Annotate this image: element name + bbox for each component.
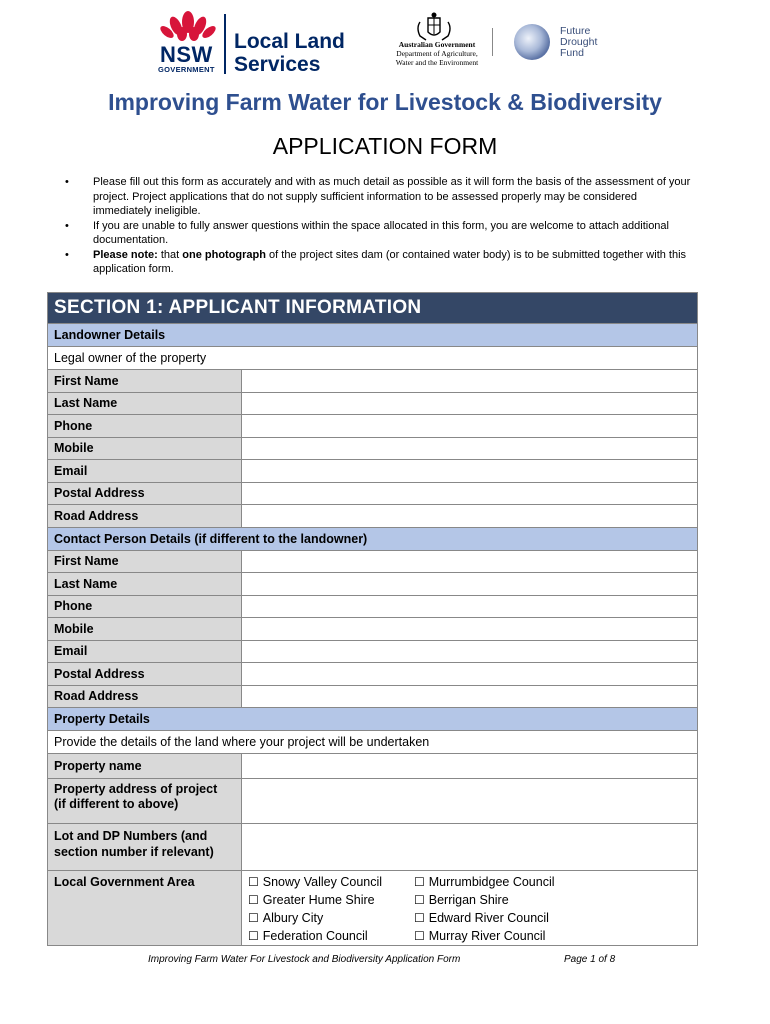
field-label: Email <box>48 640 242 663</box>
logo-divider <box>224 14 226 74</box>
checkbox-icon[interactable]: ☐ <box>414 875 425 889</box>
field-label: Email <box>48 460 242 483</box>
australian-government-logo <box>384 40 490 67</box>
please-note-label: Please note: <box>93 248 158 261</box>
property-note: Provide the details of the land where your project will be undertaken <box>48 731 698 754</box>
option-label: Berrigan Shire <box>428 893 509 907</box>
lga-option[interactable] <box>414 909 584 927</box>
lga-option[interactable] <box>414 891 584 909</box>
contact-first-name-input[interactable] <box>242 550 698 573</box>
field-label: Phone <box>48 595 242 618</box>
fdf-line3: Fund <box>560 47 584 59</box>
checkbox-icon[interactable]: ☐ <box>248 929 259 943</box>
landowner-email-input[interactable] <box>242 460 698 483</box>
bullet: • <box>65 219 69 232</box>
lls-line2: Services <box>234 53 321 76</box>
future-drought-fund-globe-icon <box>512 22 552 62</box>
local-land-services-logo <box>234 30 345 76</box>
field-label: Postal Address <box>48 482 242 505</box>
lls-line1: Local Land <box>234 30 345 53</box>
contact-email-input[interactable] <box>242 640 698 663</box>
field-label: First Name <box>48 370 242 393</box>
property-address-input[interactable] <box>242 779 698 824</box>
landowner-mobile-input[interactable] <box>242 437 698 460</box>
landowner-phone-input[interactable] <box>242 415 698 438</box>
property-name-input[interactable] <box>242 754 698 779</box>
instruction-text: that <box>157 248 183 261</box>
page-title: Improving Farm Water for Livestock & Biodiversity <box>108 89 662 115</box>
lga-option[interactable] <box>248 927 414 945</box>
lga-option[interactable] <box>414 927 584 945</box>
checkbox-icon[interactable]: ☐ <box>414 929 425 943</box>
label-line: (if different to above) <box>54 797 179 811</box>
field-label <box>48 779 242 824</box>
checkbox-icon[interactable]: ☐ <box>414 911 425 925</box>
option-label: Albury City <box>262 911 324 925</box>
nsw-wordmark: NSW <box>160 42 213 67</box>
instruction-item <box>62 175 692 219</box>
contact-phone-input[interactable] <box>242 595 698 618</box>
contact-road-address-input[interactable] <box>242 685 698 708</box>
field-label <box>48 824 242 871</box>
applicant-information-form <box>47 292 698 946</box>
field-label: First Name <box>48 550 242 573</box>
bullet: • <box>65 176 69 188</box>
one-photograph-label: one photograph <box>182 248 266 261</box>
instructions-list <box>62 175 692 277</box>
option-label: Edward River Council <box>428 911 549 925</box>
field-label: Postal Address <box>48 663 242 686</box>
footer-text: Improving Farm Water For Livestock and Biodiversity Application Form <box>148 954 461 965</box>
contact-postal-address-input[interactable] <box>242 663 698 686</box>
lga-option[interactable] <box>248 909 414 927</box>
lga-checkbox-grid <box>248 871 691 945</box>
option-label: Snowy Valley Council <box>262 875 383 889</box>
ag-line3: Water and the Environment <box>395 58 479 67</box>
field-label: Road Address <box>48 685 242 708</box>
contact-heading: Contact Person Details (if different to the landowner) <box>48 527 698 550</box>
contact-last-name-input[interactable] <box>242 573 698 596</box>
field-label: Last Name <box>48 573 242 596</box>
lga-option[interactable] <box>248 873 414 891</box>
field-label: Local Government Area <box>48 871 242 946</box>
option-label: Murrumbidgee Council <box>428 875 555 889</box>
page-number: Page 1 of 8 <box>564 954 616 965</box>
option-label: Federation Council <box>262 929 368 943</box>
logo-divider-2 <box>492 28 493 56</box>
fdf-line2: Drought <box>560 36 598 48</box>
field-label: Mobile <box>48 618 242 641</box>
landowner-note: Legal owner of the property <box>48 347 698 370</box>
landowner-first-name-input[interactable] <box>242 370 698 393</box>
label-line: Lot and DP Numbers (and <box>54 829 208 843</box>
lga-option[interactable] <box>248 891 414 909</box>
label-line: Property address of project <box>54 782 218 796</box>
bullet: • <box>65 248 69 261</box>
nsw-government-label: GOVERNMENT <box>158 65 215 74</box>
checkbox-icon[interactable]: ☐ <box>248 893 259 907</box>
landowner-road-address-input[interactable] <box>242 505 698 528</box>
fdf-line1: Future <box>560 25 591 37</box>
checkbox-icon[interactable]: ☐ <box>248 911 259 925</box>
section-heading: SECTION 1: APPLICANT INFORMATION <box>48 293 698 324</box>
option-label: Greater Hume Shire <box>262 893 375 907</box>
ag-line1: Australian Government <box>398 40 476 49</box>
property-heading: Property Details <box>48 708 698 731</box>
lga-options <box>242 871 698 946</box>
field-label: Phone <box>48 415 242 438</box>
lot-dp-numbers-input[interactable] <box>242 824 698 871</box>
landowner-last-name-input[interactable] <box>242 392 698 415</box>
lga-option[interactable] <box>414 873 584 891</box>
option-label: Murray River Council <box>428 929 546 943</box>
field-label: Mobile <box>48 437 242 460</box>
instruction-text: of the project sites dam (or contained water body) is to be submitted together with this application form. <box>93 248 687 275</box>
instruction-item <box>62 219 692 248</box>
checkbox-icon[interactable]: ☐ <box>414 893 425 907</box>
landowner-postal-address-input[interactable] <box>242 482 698 505</box>
label-line: section number if relevant) <box>54 845 214 859</box>
checkbox-icon[interactable]: ☐ <box>248 875 259 889</box>
field-label: Property name <box>48 754 242 779</box>
field-label: Last Name <box>48 392 242 415</box>
contact-mobile-input[interactable] <box>242 618 698 641</box>
instruction-text: If you are unable to fully answer questions within the space allocated in this form, you are welcome to attach additional documentation. <box>93 219 669 246</box>
field-label: Road Address <box>48 505 242 528</box>
ag-line2: Department of Agriculture, <box>396 49 478 58</box>
instruction-item <box>62 248 692 277</box>
instruction-text: Please fill out this form as accurately and with as much detail as possible as it will form the basis of the assessment of your project. Project applications that do not supply sufficient information to be assessed properly may be considered immediately ineligible. <box>93 176 691 217</box>
future-drought-fund-logo <box>560 26 597 59</box>
form-subtitle: APPLICATION FORM <box>272 133 498 159</box>
landowner-heading: Landowner Details <box>48 324 698 347</box>
